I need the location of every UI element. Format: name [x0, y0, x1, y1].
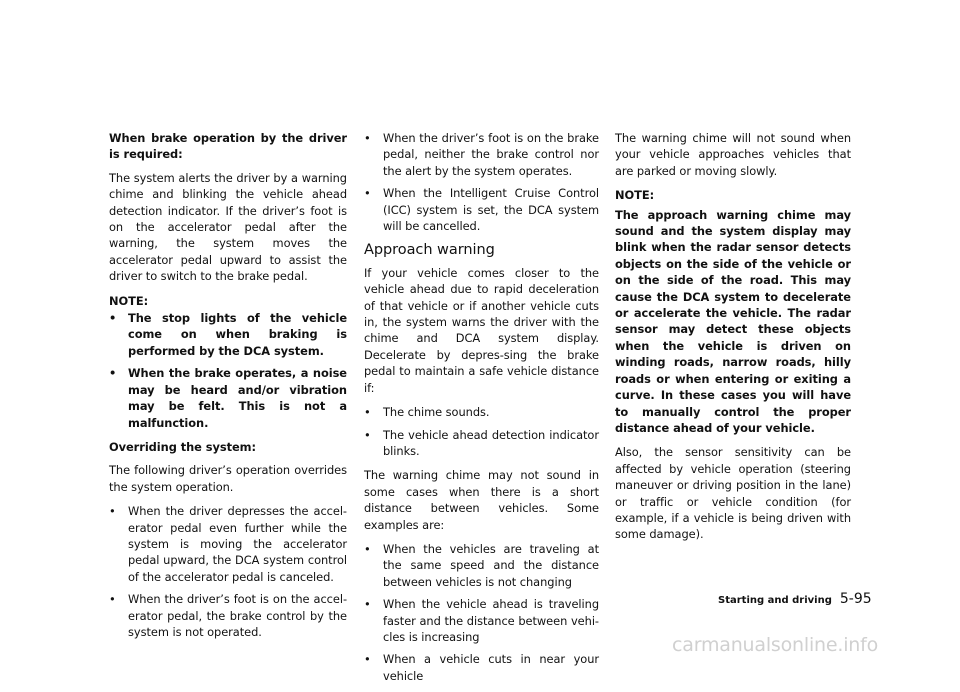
overriding-paragraph: The following driver’s operation overrides the system operation.: [109, 463, 347, 494]
note-bullet-list: [109, 310, 347, 431]
warning-condition-bullet-list: [364, 404, 599, 459]
brake-pedal-bullet-item: • When the driver’s foot is on the brake pedal, neither the brake control nor the alert by the system operates.: [364, 130, 599, 179]
page-footer: [718, 591, 872, 607]
column-middle: [364, 130, 599, 692]
sensor-sensitivity-paragraph: Also, the sensor sensitivity can be affected by vehicle operation (steering maneuver or driving position in the lane) or traffic or vehicle condition (for example, if a vehicle is being driven with some damage).: [615, 445, 851, 542]
brake-operation-heading: When brake operation by the driver is required:: [109, 131, 347, 162]
chime-may-not-sound-paragraph: The warning chime may not sound in some cases when there is a short distance between vehicles. Some examples are:: [364, 468, 599, 532]
overriding-bullet-item: • When the driver depresses the accel-erator pedal even further while the system is moving the accelerator pedal upward, the DCA system control of the accelerator pedal is canceled.: [109, 503, 347, 585]
brake-operation-paragraph: The system alerts the driver by a warning chime and blinking the vehicle ahead detection indicator. If the driver’s foot is on the accelerator pedal after the warning, the system moves the accelerator pedal upward to assist the driver to switch to the brake pedal.: [109, 170, 347, 284]
note-paragraph: The approach warning chime may sound and the system display may blink when the radar sensor detects objects on the side of the vehicle or on the side of the road. This may cause the DCA system to decelerate or accelerate the vehicle. The radar sensor may detect these objects when the vehicle is driven on winding roads, narrow roads, hilly roads or when entering or exiting a curve. In these cases you will have to manually control the proper distance ahead of your vehicle.: [615, 207, 851, 435]
approach-warning-heading: Approach warning: [364, 242, 495, 259]
examples-bullet-item: • When the vehicles are traveling at the same speed and the distance between vehicles is not changing: [364, 541, 599, 590]
page-number: 5-95: [839, 591, 872, 607]
brake-pedal-bullet-item: • When the Intelligent Cruise Control (ICC) system is set, the DCA system will be cancelled.: [364, 185, 599, 234]
brake-pedal-bullet-list: [364, 130, 599, 234]
note-label: NOTE:: [109, 293, 149, 308]
approach-warning-paragraph: If your vehicle comes closer to the vehicle ahead due to rapid deceleration of that vehicle or if another vehicle cuts in, the system warns the driver with the chime and DCA system display. Decelerate by depres-sing the brake pedal to maintain a safe vehicle distance if:: [364, 265, 599, 395]
note-label: NOTE:: [615, 188, 655, 203]
examples-bullet-list: [364, 541, 599, 684]
warning-condition-bullet-item: • The vehicle ahead detection indicator blinks.: [364, 427, 599, 460]
overriding-bullet-item: • When the driver’s foot is on the accel-erator pedal, the brake control by the system is not operated.: [109, 591, 347, 640]
overriding-heading: Overriding the system:: [109, 439, 256, 454]
watermark: carmanualsonline.info: [672, 634, 879, 656]
section-name: Starting and driving: [718, 595, 832, 606]
examples-bullet-item: • When a vehicle cuts in near your vehicle: [364, 651, 599, 684]
column-right: [615, 130, 851, 551]
note-bullet-item: • When the brake operates, a noise may be heard and/or vibration may be felt. This is not a malfunction.: [109, 365, 347, 431]
chime-not-sound-paragraph: The warning chime will not sound when your vehicle approaches vehicles that are parked or moving slowly.: [615, 131, 851, 178]
examples-bullet-item: • When the vehicle ahead is traveling faster and the distance between vehi-cles is increasing: [364, 596, 599, 645]
overriding-bullet-list: [109, 503, 347, 640]
column-left: [109, 130, 347, 648]
note-bullet-item: • The stop lights of the vehicle come on when braking is performed by the DCA system.: [109, 310, 347, 359]
warning-condition-bullet-item: • The chime sounds.: [364, 404, 599, 420]
